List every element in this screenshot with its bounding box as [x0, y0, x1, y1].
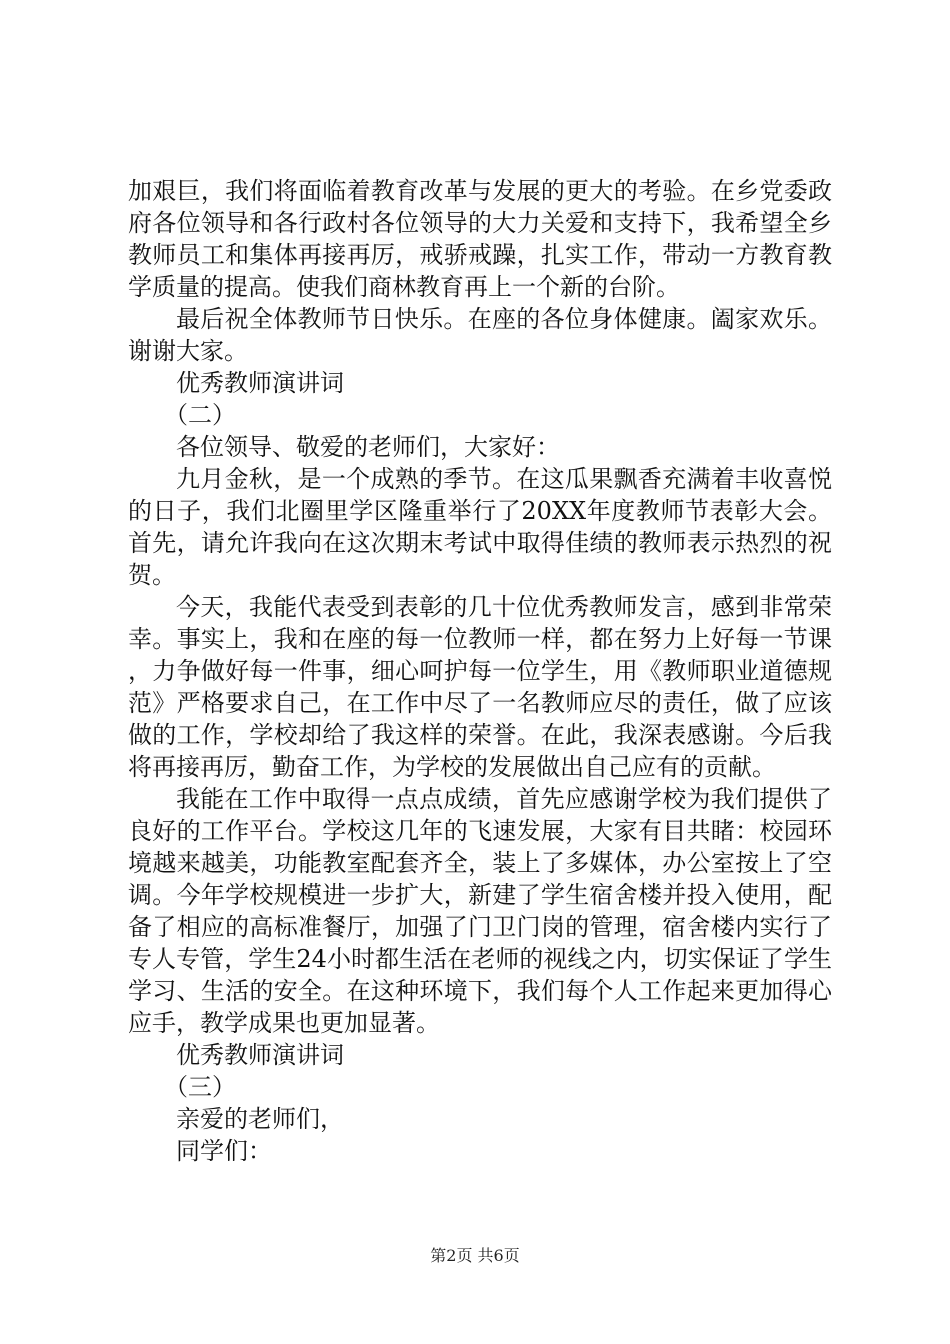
section-number: （二）	[164, 401, 236, 429]
paragraph: 加艰巨，我们将面临着教育改革与发展的更大的考验。在乡党委政府各位领导和各行政村各位领导的大力关爱和支持下，我希望全乡教师员工和集体再接再厉，戒骄戒躁，扎实工作，带动一方教育教学质量的提高。使我们商林教育再上一个新的台阶。	[128, 177, 832, 301]
salutation: 亲爱的老师们，	[176, 1105, 344, 1133]
paragraph: 今天，我能代表受到表彰的几十位优秀教师发言，感到非常荣幸。事实上，我和在座的每一位教师一样，都在努力上好每一节课，力争做好每一件事，细心呵护每一位学生，用《教师职业道德规范》严格要求自己，在工作中尽了一名教师应尽的责任，做了应该做的工作，学校却给了我这样的荣誉。在此，我深表感谢。今后我将再接再厉，勤奋工作，为学校的发展做出自己应有的贡献。	[128, 593, 832, 781]
paragraph: 九月金秋，是一个成熟的季节。在这瓜果飘香充满着丰收喜悦的日子，我们北圈里学区隆重举行了20XX年度教师节表彰大会。首先，请允许我向在这次期末考试中取得佳绩的教师表示热烈的祝贺。	[128, 465, 832, 589]
salutation: 各位领导、敬爱的老师们，大家好：	[176, 433, 560, 461]
section-number: （三）	[164, 1073, 236, 1101]
section-title: 优秀教师演讲词	[176, 369, 344, 397]
paragraph: 我能在工作中取得一点点成绩，首先应感谢学校为我们提供了良好的工作平台。学校这几年的飞速发展，大家有目共睹：校园环境越来越美，功能教室配套齐全，装上了多媒体，办公室按上了空调。今年学校规模进一步扩大，新建了学生宿舍楼并投入使用，配备了相应的高标准餐厅，加强了门卫门岗的管理，宿舍楼内实行了专人专管，学生24小时都生活在老师的视线之内，切实保证了学生学习、生活的安全。在这种环境下，我们每个人工作起来更加得心应手，教学成果也更加显著。	[128, 785, 832, 1037]
section-title: 优秀教师演讲词	[176, 1041, 344, 1069]
salutation: 同学们：	[176, 1137, 272, 1165]
paragraph: 最后祝全体教师节日快乐。在座的各位身体健康。阖家欢乐。谢谢大家。	[128, 305, 832, 365]
document-body	[128, 175, 832, 1167]
page-number-footer: 第2页 共6页	[430, 1246, 520, 1265]
